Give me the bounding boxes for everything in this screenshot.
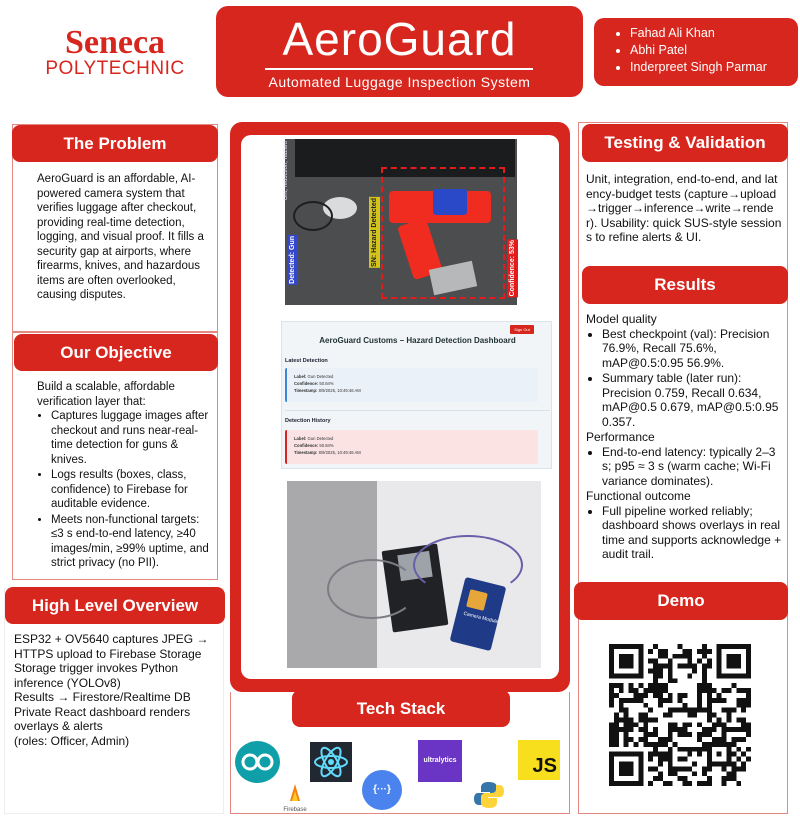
results-body — [586, 312, 782, 563]
model-quality-item: • Summary table (later run): Precision 0.759, Recall 0.634, mAP@0.5 0.679, mAP@0.5:0.95 0.357. — [602, 371, 782, 429]
authors-box — [594, 18, 798, 86]
arduino-logo — [235, 741, 280, 783]
react-atom-icon — [310, 742, 352, 782]
history-card — [285, 430, 538, 464]
detection-photo — [285, 139, 517, 305]
testing-heading: Testing & Validation — [582, 124, 788, 162]
detection-history-heading: Detection History — [285, 418, 331, 424]
cable-image — [293, 201, 333, 231]
javascript-logo — [518, 740, 560, 780]
poster-subtitle: Automated Luggage Inspection System — [268, 74, 531, 90]
objective-intro: Build a scalable, affordable verification layer that: — [37, 381, 175, 408]
polytechnic-logo-text: POLYTECHNIC — [45, 58, 185, 79]
center-inner — [241, 135, 559, 679]
firebase-logo — [280, 782, 310, 814]
hardware-photo — [287, 481, 541, 668]
history-timestamp-row: Timestamp: 8/9/2025, 10:49:46 AM — [294, 450, 361, 455]
latest-confidence-row: Confidence: 50.84% — [294, 381, 334, 386]
poster-title: AeroGuard — [282, 13, 517, 65]
detection-box — [381, 167, 505, 299]
image-edge-text: Ont, reduction, hazard — [283, 141, 289, 201]
tech-stack-heading: Tech Stack — [292, 690, 510, 727]
objective-item: • Captures luggage images after checkout and runs near-real-time detection for guns & knives. — [51, 409, 213, 467]
latest-timestamp-row: Timestamp: 8/9/2025, 10:49:46 AM — [294, 388, 361, 393]
testing-text: Unit, integration, end-to-end, and latency-budget tests (capture→upload→trigger→inference→write→render). Usability: quick SUS-style sessions to refine alerts & UI. — [586, 172, 782, 244]
demo-heading: Demo — [574, 582, 788, 620]
history-label-row: Label: Gun Detected — [294, 436, 334, 441]
performance-label: Performance — [586, 430, 655, 444]
seneca-logo: Seneca — [64, 24, 166, 61]
problem-heading: The Problem — [12, 125, 218, 162]
latest-label-row: Label: Gun Detected — [294, 374, 334, 379]
objective-item: • Meets non-functional targets: ≤3 s end-to-end latency, ≥40 images/min, ≥99% uptime, and strict privacy (no PII). — [51, 513, 213, 571]
functions-glyph: {···} — [373, 784, 391, 795]
wires-image-2 — [327, 559, 417, 619]
latest-detection-heading: Latest Detection — [285, 358, 328, 364]
firebase-caption: Firebase — [283, 807, 307, 813]
js-text: JS — [532, 755, 557, 777]
author-item: • Abhi Patel — [630, 42, 798, 59]
camera-module-label: Camera Module — [462, 610, 499, 626]
model-quality-item: • Best checkpoint (val): Precision 76.9%, Recall 75.6%, mAP@0.5:0.95 56.9%. — [602, 327, 782, 371]
performance-item: • End-to-end latency: typically 2–3 s; p95 ≈ 3 s (warm cache; Wi-Fi variance dominates). — [602, 445, 782, 489]
overview-line: (roles: Officer, Admin) — [14, 733, 130, 748]
detected-gun-label: Detected: Gun — [289, 236, 296, 284]
functional-item: • Full pipeline worked reliably; dashboard shows overlays in real time and supports acknowledge + audit trail. — [602, 504, 782, 562]
dashboard-title: AeroGuard Customs – Hazard Detection Dashboard — [319, 336, 516, 345]
title-divider — [265, 68, 533, 70]
ultralytics-text: ultralytics — [423, 757, 457, 764]
functional-outcome-label: Functional outcome — [586, 489, 691, 503]
problem-text: AeroGuard is an affordable, AI-powered camera system that verifies luggage after checkout, providing real-time detection, logging, and visual proof. It fills a security gap at airports, where firearms, knives, and hazardous items are often overlooked, causing disputes. — [37, 173, 204, 301]
overview-line: Private React dashboard renders overlays & alerts — [14, 704, 191, 733]
sign-out-button[interactable]: Sign Out — [510, 325, 534, 334]
center-panel — [230, 122, 570, 692]
python-logo — [472, 780, 506, 810]
results-heading: Results — [582, 266, 788, 304]
objective-body — [37, 380, 213, 572]
arduino-symbol-icon — [235, 741, 280, 783]
overview-line: Results → Firestore/Realtime DB — [14, 690, 191, 704]
react-logo — [310, 742, 352, 782]
google-cloud-functions-logo — [362, 770, 402, 810]
overview-body — [14, 632, 220, 748]
model-quality-label: Model quality — [586, 312, 657, 326]
overview-heading: High Level Overview — [5, 587, 225, 624]
ultralytics-logo — [418, 740, 462, 782]
firebase-flame-icon — [280, 782, 310, 802]
dashboard-screenshot — [281, 321, 552, 469]
confidence-label: Confidence: 53% — [509, 240, 516, 297]
author-item: • Inderpreet Singh Parmar — [630, 59, 798, 76]
objective-item: • Logs results (boxes, class, confidence) to Firebase for auditable evidence. — [51, 468, 213, 512]
dashboard-divider — [285, 410, 550, 411]
python-snake-icon — [472, 780, 506, 810]
demo-qr-code[interactable] — [609, 644, 751, 786]
history-confidence-row: Confidence: 50.84% — [294, 443, 334, 448]
objective-heading: Our Objective — [14, 334, 218, 371]
latest-detection-card — [285, 368, 538, 402]
author-item: • Fahad Ali Khan — [630, 25, 798, 42]
overview-line: ESP32 + OV5640 captures JPEG → HTTPS upload to Firebase Storage — [14, 632, 209, 661]
overview-line: Storage trigger invokes Python inference (YOLOv8) — [14, 661, 179, 690]
hazard-label: SN: Hazard Detected — [371, 198, 378, 267]
